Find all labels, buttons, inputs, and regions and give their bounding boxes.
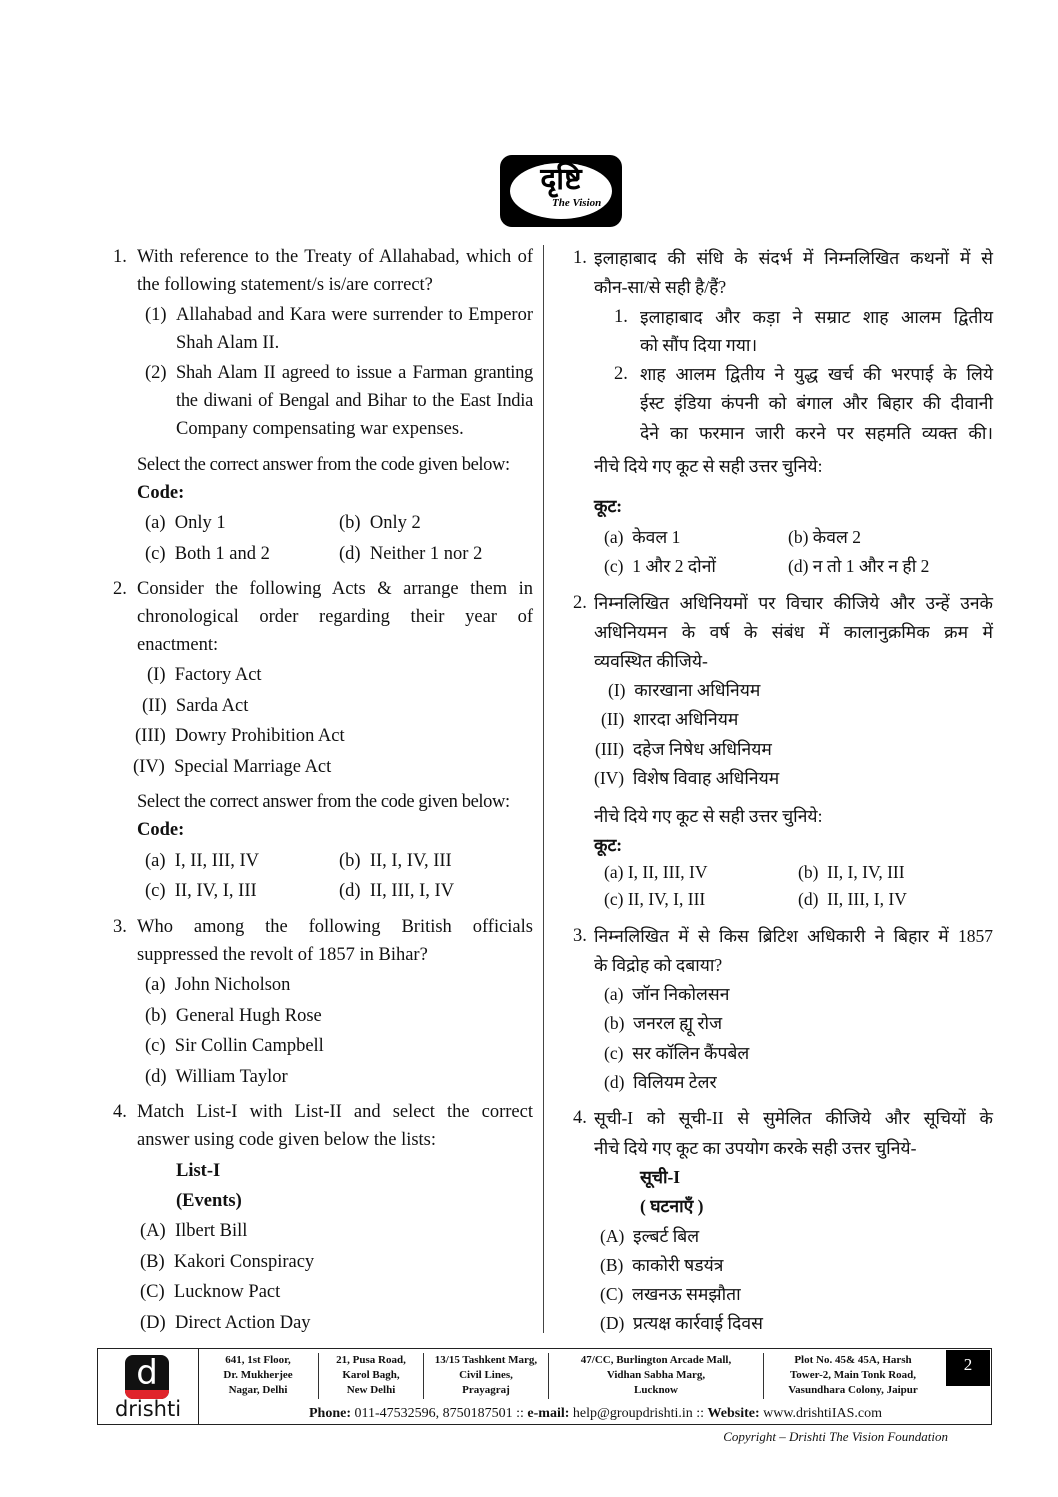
option-a: (a) केवल 1 (604, 527, 681, 547)
address-karol-bagh: 21, Pusa Road, Karol Bagh, New Delhi (319, 1353, 424, 1399)
option-b: (b) II, I, IV, III (798, 862, 905, 882)
question-text: नीचे दिये गए कूट का उपयोग करके सही उत्तर चुनिये- (594, 1138, 917, 1158)
option-b: (b) General Hugh Rose (145, 1006, 322, 1026)
statement-number: (1) (145, 305, 167, 325)
list-item: (III) दहेज निषेध अधिनियम (595, 739, 772, 759)
option-a: (a) जॉन निकोलसन (604, 984, 730, 1004)
option-d: (d) न तो 1 और न ही 2 (788, 556, 930, 576)
list-item: (I) Factory Act (147, 665, 262, 685)
question-text: Match List-I with List-II and select the correct (137, 1102, 533, 1122)
question-text: निम्नलिखित में से किस ब्रिटिश अधिकारी ने बिहार में 1857 (594, 926, 993, 946)
list-item: (II) Sarda Act (142, 696, 249, 716)
select-instruction: Select the correct answer from the code given below: (137, 792, 510, 812)
column-divider (543, 245, 544, 1333)
option-c: (c) II, IV, I, III (145, 881, 257, 901)
option-d: (d) William Taylor (145, 1067, 288, 1087)
statement-text: देने का फरमान जारी करने पर सहमति व्यक्त की। (640, 423, 993, 443)
logo-tagline: The Vision (552, 197, 602, 209)
option-d: (d) II, III, I, IV (339, 881, 455, 901)
code-label: कूट: (594, 835, 623, 855)
list-subtitle: ( घटनाएँ ) (640, 1196, 704, 1216)
question-text: Consider the following Acts & arrange them in (137, 579, 533, 599)
option-c: (c) Sir Collin Campbell (145, 1036, 324, 1056)
list-title: List-I (176, 1161, 221, 1181)
website-link[interactable]: www.drishtiIAS.com (763, 1406, 882, 1421)
statement-text: को सौंप दिया गया। (640, 335, 758, 355)
list-item: (C) लखनऊ समझौता (600, 1284, 741, 1304)
address-jaipur: Plot No. 45& 45A, Harsh Tower-2, Main Tonk Road, Vasundhara Colony, Jaipur (788, 1354, 918, 1396)
code-label: कूट: (594, 496, 623, 516)
address-lucknow: 47/CC, Burlington Arcade Mall, Vidhan Sabha Marg, Lucknow (549, 1353, 764, 1399)
option-a: (a) I, II, III, IV (604, 862, 708, 882)
option-c: (c) II, IV, I, III (604, 889, 706, 909)
list-item: (D) Direct Action Day (140, 1313, 311, 1333)
question-text: Who among the following British officials (137, 917, 533, 937)
list-subtitle: (Events) (176, 1191, 242, 1211)
address-prayagraj: 13/15 Tashkent Marg, Civil Lines, Prayagraj (424, 1353, 549, 1399)
question-text: कौन-सा/से सही है/हैं? (594, 277, 727, 297)
statement-text: Company compensating war expenses. (176, 419, 464, 439)
question-text: के विद्रोह को दबाया? (594, 955, 723, 975)
option-a: (a) I, II, III, IV (145, 851, 260, 871)
statement-text: शाह आलम द्वितीय ने युद्ध खर्च की भरपाई के लिये (640, 364, 993, 384)
contact-line: Phone: 011-47532596, 8750187501 :: e-mail: help@groupdrishti.in :: Website: www.drishtiIAS.com (308, 1406, 882, 1421)
option-d: (d) II, III, I, IV (798, 889, 907, 909)
option-c: (c) Both 1 and 2 (145, 544, 270, 564)
statement-number: (2) (145, 363, 167, 383)
question-text: answer using code given below the lists: (137, 1130, 437, 1150)
select-instruction: Select the correct answer from the code given below: (137, 455, 510, 475)
question-text: enactment: (137, 635, 219, 655)
statement-text: इलाहाबाद और कड़ा ने सम्राट शाह आलम द्वितीय (640, 307, 993, 327)
statement-text: Allahabad and Kara were surrender to Emperor (176, 305, 533, 325)
list-item: (A) Ilbert Bill (140, 1221, 248, 1241)
option-d: (d) विलियम टेलर (604, 1072, 717, 1092)
code-label: Code: (137, 483, 185, 503)
option-b: (b) केवल 2 (788, 527, 861, 547)
question-text: the following statement/s is/are correct? (137, 275, 433, 295)
option-a: (a) John Nicholson (145, 975, 291, 995)
question-number: 2. (113, 579, 127, 599)
list-item: (II) शारदा अधिनियम (601, 709, 739, 729)
statement-text: Shah Alam II. (176, 333, 280, 353)
page-number: 2 (946, 1350, 990, 1386)
statement-text: ईस्ट इंडिया कंपनी को बंगाल और बिहार की दीवानी (640, 393, 993, 413)
question-text: व्यवस्थित कीजिये- (594, 651, 708, 671)
question-number: 3. (113, 917, 127, 937)
list-item: (C) Lucknow Pact (140, 1282, 281, 1302)
footer (97, 1348, 992, 1425)
question-text: chronological order regarding their year of (137, 607, 533, 627)
question-text: निम्नलिखित अधिनियमों पर विचार कीजिये और उन्हें उनके (594, 593, 993, 613)
question-text: With reference to the Treaty of Allahabad, which of (137, 247, 533, 267)
list-item: (D) प्रत्यक्ष कार्रवाई दिवस (600, 1313, 763, 1333)
drishti-logo (500, 155, 622, 227)
list-item: (IV) Special Marriage Act (133, 757, 332, 777)
question-text: सूची-I को सूची-II से सुमेलित कीजिये और सूचियों के (594, 1108, 993, 1128)
drishti-footer-logo: d drishti (98, 1349, 199, 1424)
list-item: (I) कारखाना अधिनियम (608, 680, 761, 700)
option-b: (b) II, I, IV, III (339, 851, 452, 871)
statement-text: Shah Alam II agreed to issue a Farman granting (176, 363, 533, 383)
option-c: (c) 1 और 2 दोनों (604, 556, 716, 576)
question-text: अधिनियमन के वर्ष के संबंध में कालानुक्रमिक क्रम में (594, 622, 993, 642)
list-title: सूची-I (640, 1167, 681, 1187)
statement-number: 1. (614, 307, 628, 327)
list-item: (B) काकोरी षडयंत्र (600, 1255, 724, 1275)
option-d: (d) Neither 1 nor 2 (339, 544, 483, 564)
option-a: (a) Only 1 (145, 513, 226, 533)
question-number: 3. (573, 926, 587, 946)
option-c: (c) सर कॉलिन कैंपबेल (604, 1043, 750, 1063)
statement-number: 2. (614, 364, 628, 384)
email-link[interactable]: help@groupdrishti.in (572, 1406, 693, 1421)
select-instruction: नीचे दिये गए कूट से सही उत्तर चुनिये: (594, 806, 823, 826)
logo-text: दृष्टि (540, 162, 582, 197)
address-delhi-mukherjee-nagar: 641, 1st Floor, Dr. Mukherjee Nagar, Delhi (198, 1353, 319, 1399)
question-number: 4. (573, 1108, 587, 1128)
list-item: (A) इल्बर्ट बिल (600, 1226, 700, 1246)
list-item: (III) Dowry Prohibition Act (135, 726, 345, 746)
option-b: (b) जनरल ह्यू रोज (604, 1013, 723, 1033)
question-number: 1. (573, 248, 587, 268)
select-instruction: नीचे दिये गए कूट से सही उत्तर चुनिये: (594, 456, 823, 476)
question-number: 2. (573, 593, 587, 613)
option-b: (b) Only 2 (339, 513, 421, 533)
code-label: Code: (137, 820, 185, 840)
question-number: 4. (113, 1102, 127, 1122)
statement-text: the diwani of Bengal and Bihar to the East India (176, 391, 533, 411)
list-item: (B) Kakori Conspiracy (140, 1252, 315, 1272)
phone: 011-47532596, 8750187501 (354, 1406, 513, 1421)
copyright: Copyright – Drishti The Vision Foundation (723, 1429, 948, 1444)
question-number: 1. (113, 247, 127, 267)
question-text: suppressed the revolt of 1857 in Bihar? (137, 945, 428, 965)
list-item: (IV) विशेष विवाह अधिनियम (594, 768, 780, 788)
question-text: इलाहाबाद की संधि के संदर्भ में निम्नलिखित कथनों में से (594, 248, 993, 268)
